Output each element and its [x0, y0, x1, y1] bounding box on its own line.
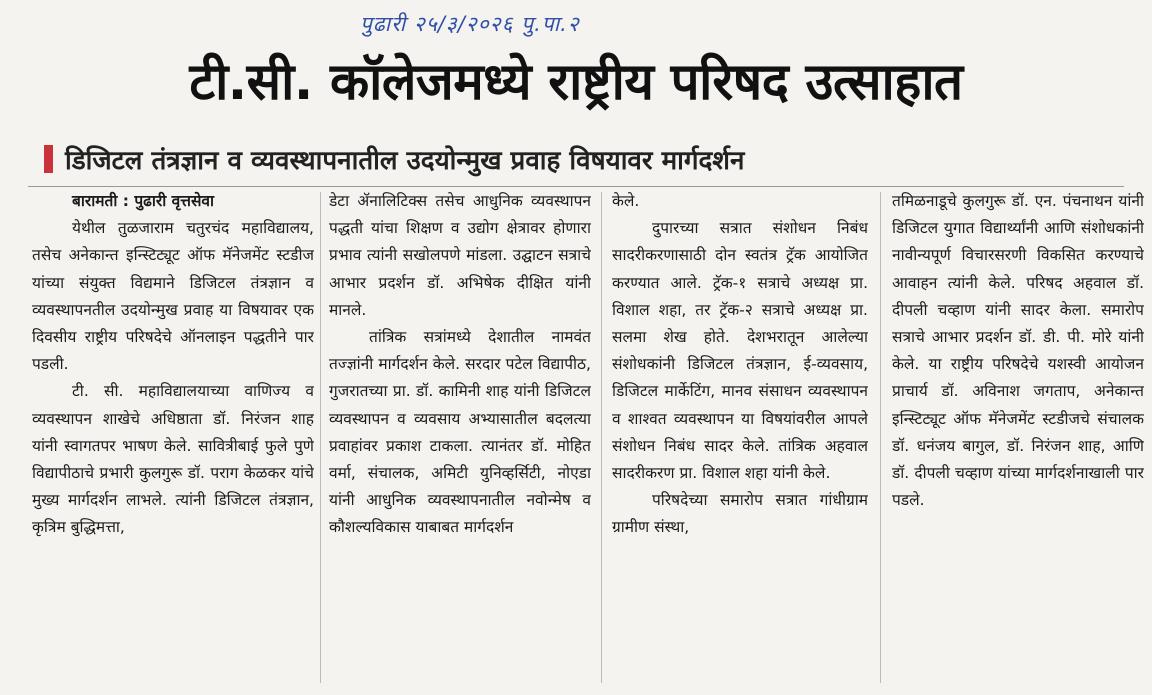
article-column-4 [892, 188, 1144, 687]
column-divider [601, 192, 602, 683]
paragraph: टी. सी. महाविद्यालयाच्या वाणिज्य व व्यवस्थापन शाखेचे अधिष्ठाता डॉ. निरंजन शाह यांनी स्वागतपर भाषण केले. सावित्रीबाई फुले पुणे विद्यापीठाचे प्रभारी कुलगुरू डॉ. पराग केळकर यांचे मुख्य मार्गदर्शन लाभले. त्यांनी डिजिटल तंत्रज्ञान, कृत्रिम बुद्धिमत्ता, [32, 382, 314, 537]
column-divider [320, 192, 321, 683]
paragraph: डेटा ॲनालिटिक्स तसेच आधुनिक व्यवस्थापन पद्धती यांचा शिक्षण व उद्योग क्षेत्रावर होणारा प्रभाव त्यांनी सखोलपणे मांडला. उद्घाटन सत्राचे आभार प्रदर्शन डॉ. अभिषेक दीक्षित यांनी मानले. [329, 192, 591, 319]
accent-bar [44, 145, 53, 173]
article-column-1 [32, 188, 314, 687]
paragraph: केले. [612, 192, 640, 210]
column-divider [880, 192, 881, 683]
paragraph: तांत्रिक सत्रांमध्ये देशातील नामवंत तज्ज्ञांनी मार्गदर्शन केले. सरदार पटेल विद्यापीठ, गुजरातच्या प्रा. डॉ. कामिनी शाह यांनी डिजिटल व्यवस्थापन व व्यवसाय अभ्यासातील बदलत्या प्रवाहांवर प्रकाश टाकला. त्यानंतर डॉ. मोहित वर्मा, संचालक, अमिटी युनिव्हर्सिटी, नोएडा यांनी आधुनिक व्यवस्थापनातील नवोन्मेष व कौशल्यविकास याबाबत मार्गदर्शन [329, 328, 591, 537]
dateline: बारामती : पुढारी वृत्तसेवा [72, 192, 215, 210]
subheadline [44, 141, 744, 177]
article-column-3 [612, 188, 868, 687]
headline: टी.सी. कॉलेजमध्ये राष्ट्रीय परिषद उत्साहात [189, 53, 963, 112]
subheadline-text: डिजिटल तंत्रज्ञान व व्यवस्थापनातील उदयोन्मुख प्रवाह विषयावर मार्गदर्शन [65, 146, 745, 176]
paragraph: तमिळनाडूचे कुलगुरू डॉ. एन. पंचनाथन यांनी डिजिटल युगात विद्यार्थ्यांनी आणि संशोधकांनी नावीन्यपूर्ण विचारसरणी विकसित करण्याचे आवाहन त्यांनी केले. परिषद अहवाल डॉ. दीपली चव्हाण यांनी सादर केला. समारोप सत्राचे आभार प्रदर्शन डॉ. डी. पी. मोरे यांनी केले. या राष्ट्रीय परिषदेचे यशस्वी आयोजन प्राचार्य डॉ. अविनाश जगताप, अनेकान्त इन्स्टिट्यूट ऑफ मॅनेजमेंट स्टडीजचे संचालक डॉ. धनंजय बागुल, डॉ. निरंजन शाह, आणि डॉ. दीपली चव्हाण यांच्या मार्गदर्शनाखाली पार पडले. [892, 192, 1144, 510]
paragraph: परिषदेच्या समारोप सत्रात गांधीग्राम ग्रामीण संस्था, [612, 491, 868, 537]
paragraph: येथील तुळजाराम चतुरचंद महाविद्यालय, तसेच अनेकान्त इन्स्टिट्यूट ऑफ मॅनेजमेंट स्टडीज यांच्या संयुक्त विद्यमाने डिजिटल तंत्रज्ञान व व्यवस्थापनतील उदयोन्मुख प्रवाह या विषयावर एक दिवसीय राष्ट्रीय परिषदेचे ऑनलाइन पद्धतीने पार पडली. [32, 219, 314, 374]
header-rule [28, 186, 1124, 187]
article-column-2 [329, 188, 591, 687]
paragraph: दुपारच्या सत्रात संशोधन निबंध सादरीकरणासाठी दोन स्वतंत्र ट्रॅक आयोजित करण्यात आले. ट्रॅक-१ सत्राचे अध्यक्ष प्रा. विशाल शहा, तर ट्रॅक-२ सत्राचे अध्यक्ष प्रा. सलमा शेख होते. देशभरातून आलेल्या संशोधकांनी डिजिटल तंत्रज्ञान, ई-व्यवसाय, डिजिटल मार्केटिंग, मानव संसाधन व्यवस्थापन व शाश्वत व्यवस्थापन या विषयांवरील आपले संशोधन निबंध सादर केले. तांत्रिक अहवाल सादरीकरण प्रा. विशाल शहा यांनी केले. [612, 219, 868, 483]
handwritten-note: पुढारी २५/३/२०२६ पु.पा.२ [360, 12, 580, 36]
